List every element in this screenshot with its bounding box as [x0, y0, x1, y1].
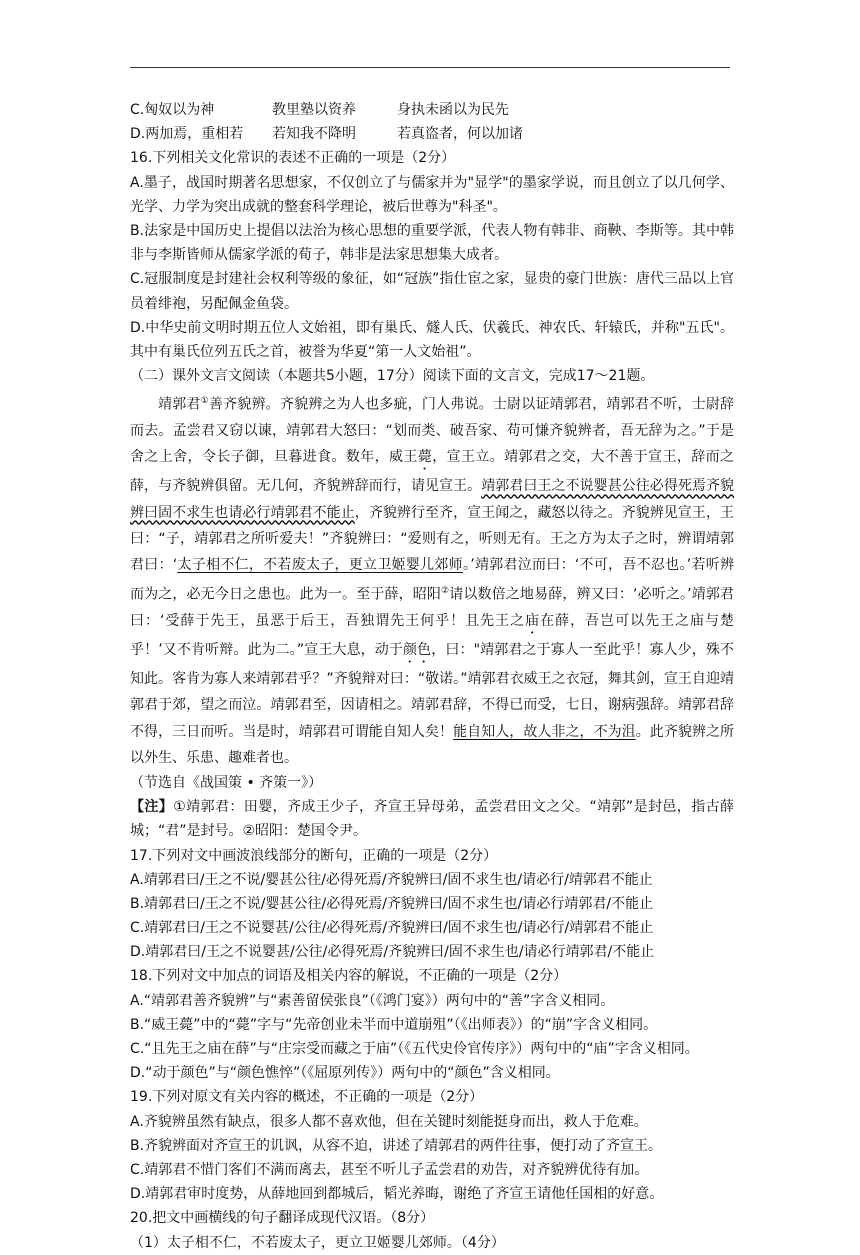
footnote-marker: ①	[200, 396, 209, 407]
header-rule	[130, 67, 730, 68]
underlined-sentence: 太子相不仁，不若废太子，更立卫姬婴儿郊师	[177, 557, 463, 574]
q16-option-c: C.冠服制度是封建社会权利等级的象征，如“冠族”指仕宦之家，显贵的豪门世族：唐代三品以上官员着绯袍，另配佩金鱼袋。	[130, 271, 734, 312]
q17-stem: 17.下列对文中画波浪线部分的断句，正确的一项是（2分）	[130, 847, 498, 864]
wavy-underlined-text: 靖郭君曰王之不说婴甚公往必得死焉齐貌辨曰固不求生也请必行靖郭君不能止	[130, 478, 735, 521]
underlined-sentence: 能自知人，故人非之，不为沮	[453, 723, 636, 740]
q20-sub1: （1）太子相不仁，不若废太子，更立卫姬婴儿郊师。（4分）	[130, 1234, 505, 1251]
q16-option-a: A.墨子，战国时期著名思想家，不仅创立了与儒家并为"显学"的墨家学说，而且创立了以几何学、光学、力学为突出成就的整套科学理论，被后世尊为"科圣"。	[130, 174, 734, 215]
q19-option-c: C.靖郭君不惜门客们不满而离去，甚至不听儿子孟尝君的劝告，对齐貌辨优待有加。	[130, 1162, 649, 1179]
classical-passage	[130, 388, 734, 771]
q19-option-a: A.齐貌辨虽然有缺点，很多人都不喜欢他，但在关键时刻能挺身而出，救人于危难。	[130, 1113, 648, 1130]
q19-stem: 19.下列对原文有关内容的概述，不正确的一项是（2分）	[130, 1089, 484, 1106]
q19-option-d: D.靖郭君审时度势，从薛地回到都城后，韬光养晦，谢绝了齐宣王请他任国相的好意。	[130, 1186, 664, 1203]
note-text: ①靖郭君：田婴，齐成王少子，齐宣王异母弟，孟尝君田文之父。“靖郭”是封邑，指古薛城；“君”是封号。②昭阳：楚国令尹。	[130, 799, 735, 840]
passage-seg: 。此齐貌辨之所以外生、乐患、趣难者也。	[130, 723, 735, 766]
footnote-marker: ②	[441, 586, 450, 597]
q19-option-b: B.齐貌辨面对齐宣王的讥讽，从容不迫，讲述了靖郭君的两件往事，便打动了齐宣王。	[130, 1137, 663, 1154]
dotted-word: 颜色	[403, 642, 432, 659]
q18-option-b: B.“威王薨”中的“薨”字与“先帝创业未半而中道崩殂”（《出师表》）的“崩”字含义相同。	[130, 1016, 658, 1033]
passage-source: （节选自《战国策 • 齐策一》）	[130, 774, 323, 791]
q16-option-d: D.中华史前文明时期五位人文始祖，即有巢氏、燧人氏、伏羲氏、神农氏、轩辕氏，并称"五氏"。其中有巢氏位列五氏之首，被誉为华夏“第一人文始祖”。	[130, 319, 734, 360]
q15-c-part2: 教里塾以资养	[272, 102, 356, 118]
passage-seg: 靖郭君	[158, 397, 201, 414]
q15-option-c	[130, 98, 734, 122]
q15-d-part2: 若知我不降明	[272, 126, 356, 143]
dotted-word: 庙	[525, 613, 541, 630]
q17-option-d: D.靖郭君曰/王之不说婴甚/公往/必得死焉/齐貌辨曰/固不求生也/请必行靖郭君/不能止	[130, 944, 655, 961]
q18-option-c: C.“且先王之庙在薛”与“庄宗受而藏之于庙”（《五代史伶官传序》）两句中的“庙”字含义相同。	[130, 1041, 699, 1058]
passage-seg: ，宣王立。靖郭君之交，大不善于宣王，辞而之薛，与齐貌辨俱留。无几何，齐貌辨辞而行，请见宣王。	[130, 449, 735, 495]
q15-d-part1: D.两加焉，重相若	[130, 126, 244, 143]
q17-option-c: C.靖郭君曰/王之不说婴甚/公往/必得死焉/齐貌辨曰/固不求生也/请必行/靖郭君不能止	[130, 920, 654, 937]
q17-option-b: B.靖郭君曰/王之不说/婴甚公往/必得死焉/齐貌辨曰/固不求生也/请必行靖郭君/不能止	[130, 895, 654, 912]
passage-seg: 善齐貌辨。齐貌辨之为人也多疵，门人弗说。士尉以证靖郭君，靖郭君不听，士尉辞而去。孟尝君又窃以谏，靖郭君大怒曰：“划而类、破吾家、苟可慊齐貌辨者，吾无辞为之。”于是舍之上舍，令长子御，旦暮进食。数年，威王	[130, 397, 735, 466]
q20-stem: 20.把文中画横线的句子翻译成现代汉语。（8分）	[130, 1210, 435, 1227]
exam-page	[130, 98, 734, 1255]
q18-option-a: A.“靖郭君善齐貌辨”与“素善留侯张良”（《鸿门宴》）两句中的“善”字含义相同。	[130, 992, 615, 1009]
q17-option-a: A.靖郭君曰/王之不说/婴甚公往/必得死焉/齐貌辨曰/固不求生也/请必行/靖郭君不能止	[130, 871, 653, 888]
note-label: 【注】	[130, 799, 174, 816]
section-heading: （二）课外文言文阅读（本题共5小题，17分）阅读下面的文言文，完成17～21题。	[130, 368, 655, 385]
passage-seg: ，曰："靖郭君之于寡人一至此乎！寡人少，殊不知此。客肯为寡人来靖郭君乎？”齐貌辩对曰：“敬诺。”靖郭君衣威王之衣冠，舞其剑，宣王自迎靖郭君于郊，望之而泣。靖郭君至，因请相之。靖郭君辞，不得已而受，七日，谢病强辞。靖郭君辞不得，三日而听。当是时，靖郭君可谓能自知人矣！	[130, 642, 735, 740]
q18-stem: 18.下列对文中加点的词语及相关内容的解说，不正确的一项是（2分）	[130, 968, 568, 985]
q18-option-d: D.“动于颜色”与“颜色憔悴”（《屈原列传》）两句中的“颜色”含义相同。	[130, 1065, 560, 1082]
passage-seg: 在薛，吾岂可以先王之庙与楚乎！’又不肯听辩。此为二。”宣王大息，动于	[130, 613, 735, 659]
q15-c-part1: C.匈奴以为神	[130, 102, 215, 118]
q15-c-part3: 身执未函以为民先	[397, 102, 509, 118]
q16-option-b: B.法家是中国历史上提倡以法治为核心思想的重要学派，代表人物有韩非、商鞅、李斯等。其中韩非与李斯皆师从儒家学派的荀子，韩非是法家思想集大成者。	[130, 222, 734, 264]
passage-seg: ，齐貌辨行至齐，宣王闻之，藏怒以待之。齐貌辨见宣王，王曰：“子，靖郭君之所听爱夫！”齐貌辨曰：“爱则有之，听则无有。王之方为太子之时，辨谓靖郭君曰：‘	[130, 504, 735, 574]
passage-notes	[130, 795, 734, 843]
q15-option-d	[130, 122, 734, 146]
passage-seg: 请以数倍之地易薛，辨又曰：‘必听之。’靖郭君曰：‘受薛于先王，虽恶于后王，吾独谓先王何乎！且先王之	[130, 586, 735, 630]
passage-seg: 。’靖郭君泣而曰：‘不可，吾不忍也。’若听辨而为之，必无今日之患也。此为一。至于薛，昭阳	[130, 557, 734, 603]
q15-d-part3: 若真盗者，何以加诸	[397, 126, 523, 143]
q16-stem: 16.下列相关文化常识的表述不正确的一项是（2分）	[130, 150, 456, 167]
dotted-word: 薨	[417, 449, 433, 466]
